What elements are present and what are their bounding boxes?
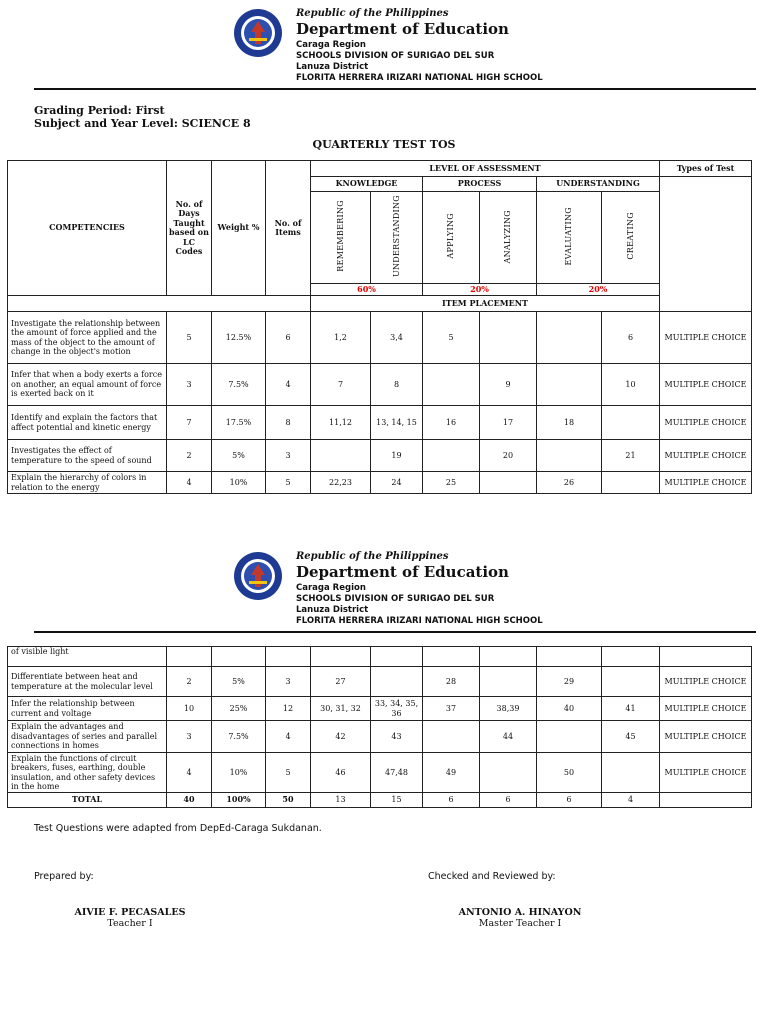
preparer-name: AIVIE F. PECASALES xyxy=(74,907,186,918)
cell-weight: 5% xyxy=(212,667,266,697)
grading-period: Grading Period: First xyxy=(34,104,165,117)
total-type xyxy=(660,793,752,808)
cell-app xyxy=(423,364,480,406)
cell-days: 5 xyxy=(167,312,212,364)
table-row xyxy=(8,312,752,364)
cell-type: MULTIPLE CHOICE xyxy=(660,406,752,440)
knowledge-header: KNOWLEDGE xyxy=(311,177,423,192)
table-row xyxy=(8,697,752,721)
cell-weight: 7.5% xyxy=(212,364,266,406)
cell-eva: 26 xyxy=(537,472,602,494)
checked-label: Checked and Reviewed by: xyxy=(428,871,556,882)
weight-header: Weight % xyxy=(212,161,266,296)
reviewer-signature xyxy=(440,907,600,929)
cell-items: 4 xyxy=(266,364,311,406)
analyzing-header: ANALYZING xyxy=(503,209,513,263)
table-row xyxy=(8,472,752,494)
applying-header: APPLYING xyxy=(446,213,456,260)
cell-eva xyxy=(537,312,602,364)
days-header: No. of Days Taught based on LC Codes xyxy=(167,161,212,296)
cell-comp: Investigates the effect of temperature to the speed of sound xyxy=(8,440,167,472)
cell-cre: 45 xyxy=(602,721,660,753)
cell-und: 24 xyxy=(371,472,423,494)
cell-app: 28 xyxy=(423,667,480,697)
deped-seal-icon xyxy=(233,551,283,601)
total-app: 6 xyxy=(423,793,480,808)
cell-eva: 29 xyxy=(537,667,602,697)
page-title: QUARTERLY TEST TOS xyxy=(312,138,456,151)
cell-cre xyxy=(602,667,660,697)
header-rule xyxy=(34,631,756,633)
total-rem: 13 xyxy=(311,793,371,808)
cell-weight: 25% xyxy=(212,697,266,721)
understanding-header: UNDERSTANDING xyxy=(537,177,660,192)
cell-days: 2 xyxy=(167,440,212,472)
cell-eva: 18 xyxy=(537,406,602,440)
preparer-role: Teacher I xyxy=(107,918,153,929)
process-header: PROCESS xyxy=(423,177,537,192)
understanding-pct: 20% xyxy=(537,284,660,296)
cell-weight: 10% xyxy=(212,753,266,793)
cell-weight: 5% xyxy=(212,440,266,472)
cell-und: 19 xyxy=(371,440,423,472)
cell-days: 7 xyxy=(167,406,212,440)
cell-type: MULTIPLE CHOICE xyxy=(660,312,752,364)
school-lines xyxy=(296,40,543,84)
knowledge-pct: 60% xyxy=(311,284,423,296)
cell-type: MULTIPLE CHOICE xyxy=(660,440,752,472)
cell-ana xyxy=(480,472,537,494)
types-blank xyxy=(660,177,752,312)
total-weight: 100% xyxy=(212,793,266,808)
cell-ana: 20 xyxy=(480,440,537,472)
division-line: SCHOOLS DIVISION OF SURIGAO DEL SUR xyxy=(296,594,495,604)
cell-und xyxy=(371,667,423,697)
cell-und: 3,4 xyxy=(371,312,423,364)
continued-competency: of visible light xyxy=(8,647,167,667)
header-rule xyxy=(34,88,756,90)
cell-rem: 46 xyxy=(311,753,371,793)
cell-type: MULTIPLE CHOICE xyxy=(660,667,752,697)
cell-items: 4 xyxy=(266,721,311,753)
creating-header: CREATING xyxy=(625,212,635,261)
cell-app xyxy=(423,440,480,472)
cell-items: 8 xyxy=(266,406,311,440)
cell-type: MULTIPLE CHOICE xyxy=(660,753,752,793)
cell-rem: 30, 31, 32 xyxy=(311,697,371,721)
items-header: No. of Items xyxy=(266,161,311,296)
total-row xyxy=(8,793,752,808)
source-note: Test Questions were adapted from DepEd-Caraga Sukdanan. xyxy=(34,823,322,834)
region-line: Caraga Region xyxy=(296,40,366,50)
division-line: SCHOOLS DIVISION OF SURIGAO DEL SUR xyxy=(296,51,495,61)
cell-cre: 10 xyxy=(602,364,660,406)
cell-rem: 27 xyxy=(311,667,371,697)
cell-weight: 7.5% xyxy=(212,721,266,753)
subject-level: Subject and Year Level: SCIENCE 8 xyxy=(34,117,251,130)
understanding-col-header: UNDERSTANDING xyxy=(391,195,401,278)
cell-comp: Investigate the relationship between the amount of force applied and the mass of the object to the amount of change in the object's motion xyxy=(8,312,167,364)
cell-weight: 17.5% xyxy=(212,406,266,440)
cell-items: 12 xyxy=(266,697,311,721)
cell-cre: 41 xyxy=(602,697,660,721)
cell-und: 47,48 xyxy=(371,753,423,793)
district-line: Lanuza District xyxy=(296,605,369,615)
total-cre: 4 xyxy=(602,793,660,808)
school-line: FLORITA HERRERA IRIZARI NATIONAL HIGH SCHOOL xyxy=(296,73,543,83)
cell-rem: 42 xyxy=(311,721,371,753)
prepared-label: Prepared by: xyxy=(34,871,94,882)
table-row xyxy=(8,406,752,440)
cell-days: 2 xyxy=(167,667,212,697)
cell-und: 33, 34, 35, 36 xyxy=(371,697,423,721)
cell-comp: Infer that when a body exerts a force on another, an equal amount of force is exerted back on it xyxy=(8,364,167,406)
table-row xyxy=(8,667,752,697)
cell-comp: Differentiate between heat and temperature at the molecular level xyxy=(8,667,167,697)
item-placement-header: ITEM PLACEMENT xyxy=(311,296,660,312)
cell-comp: Identify and explain the factors that affect potential and kinetic energy xyxy=(8,406,167,440)
cell-days: 3 xyxy=(167,364,212,406)
cell-ana: 17 xyxy=(480,406,537,440)
cell-eva: 50 xyxy=(537,753,602,793)
total-ana: 6 xyxy=(480,793,537,808)
cell-rem xyxy=(311,440,371,472)
cell-rem: 1,2 xyxy=(311,312,371,364)
cell-rem: 11,12 xyxy=(311,406,371,440)
competencies-header: COMPETENCIES xyxy=(8,161,167,296)
cell-ana: 44 xyxy=(480,721,537,753)
cell-app: 25 xyxy=(423,472,480,494)
reviewer-role: Master Teacher I xyxy=(478,918,562,929)
process-pct: 20% xyxy=(423,284,537,296)
deped-seal-icon xyxy=(233,8,283,58)
cell-items: 5 xyxy=(266,472,311,494)
republic-label: Republic of the Philippines xyxy=(296,8,449,19)
republic-label: Republic of the Philippines xyxy=(296,551,449,562)
letterhead-2 xyxy=(0,551,768,641)
total-eva: 6 xyxy=(537,793,602,808)
table-row xyxy=(8,364,752,406)
cell-eva xyxy=(537,440,602,472)
cell-comp: Explain the hierarchy of colors in relation to the energy xyxy=(8,472,167,494)
cell-weight: 12.5% xyxy=(212,312,266,364)
cell-type: MULTIPLE CHOICE xyxy=(660,472,752,494)
cell-comp: Explain the advantages and disadvantages of series and parallel connections in homes xyxy=(8,721,167,753)
cell-items: 5 xyxy=(266,753,311,793)
region-line: Caraga Region xyxy=(296,583,366,593)
cell-cre xyxy=(602,753,660,793)
cell-eva xyxy=(537,364,602,406)
cell-ana xyxy=(480,667,537,697)
cell-app: 16 xyxy=(423,406,480,440)
cell-eva xyxy=(537,721,602,753)
cell-und: 8 xyxy=(371,364,423,406)
cell-app xyxy=(423,721,480,753)
total-und: 15 xyxy=(371,793,423,808)
cell-ana xyxy=(480,312,537,364)
cell-app: 5 xyxy=(423,312,480,364)
total-label: TOTAL xyxy=(8,793,167,808)
tos-table-2 xyxy=(7,646,752,808)
cell-type: MULTIPLE CHOICE xyxy=(660,721,752,753)
cell-und: 13, 14, 15 xyxy=(371,406,423,440)
cell-cre xyxy=(602,406,660,440)
cell-days: 3 xyxy=(167,721,212,753)
cell-comp: Explain the functions of circuit breakers, fuses, earthing, double insulation, and other safety devices in the home xyxy=(8,753,167,793)
cell-type: MULTIPLE CHOICE xyxy=(660,364,752,406)
department-label: Department of Education xyxy=(296,20,509,38)
placement-blank xyxy=(8,296,311,312)
total-days: 40 xyxy=(167,793,212,808)
cell-ana: 38,39 xyxy=(480,697,537,721)
cell-days: 4 xyxy=(167,472,212,494)
tos-table-1 xyxy=(7,160,752,494)
table-row xyxy=(8,440,752,472)
school-line: FLORITA HERRERA IRIZARI NATIONAL HIGH SCHOOL xyxy=(296,616,543,626)
cell-days: 10 xyxy=(167,697,212,721)
cell-rem: 22,23 xyxy=(311,472,371,494)
preparer-signature xyxy=(60,907,200,929)
level-header: LEVEL OF ASSESSMENT xyxy=(311,161,660,177)
cell-items: 3 xyxy=(266,667,311,697)
table-row xyxy=(8,721,752,753)
cell-cre xyxy=(602,472,660,494)
district-line: Lanuza District xyxy=(296,62,369,72)
remembering-header: REMEMBERING xyxy=(335,200,345,273)
cell-comp: Infer the relationship between current and voltage xyxy=(8,697,167,721)
total-items: 50 xyxy=(266,793,311,808)
evaluating-header: EVALUATING xyxy=(564,207,574,266)
cell-days: 4 xyxy=(167,753,212,793)
cell-rem: 7 xyxy=(311,364,371,406)
cell-cre: 21 xyxy=(602,440,660,472)
cell-app: 37 xyxy=(423,697,480,721)
table-row xyxy=(8,753,752,793)
types-header: Types of Test xyxy=(660,161,752,177)
letterhead-1 xyxy=(0,8,768,98)
cell-cre: 6 xyxy=(602,312,660,364)
cell-items: 3 xyxy=(266,440,311,472)
cell-type: MULTIPLE CHOICE xyxy=(660,697,752,721)
cell-weight: 10% xyxy=(212,472,266,494)
department-label: Department of Education xyxy=(296,563,509,581)
cell-ana: 9 xyxy=(480,364,537,406)
school-lines xyxy=(296,583,543,627)
cell-items: 6 xyxy=(266,312,311,364)
cell-eva: 40 xyxy=(537,697,602,721)
cell-und: 43 xyxy=(371,721,423,753)
reviewer-name: ANTONIO A. HINAYON xyxy=(458,907,582,918)
cell-app: 49 xyxy=(423,753,480,793)
cell-ana xyxy=(480,753,537,793)
